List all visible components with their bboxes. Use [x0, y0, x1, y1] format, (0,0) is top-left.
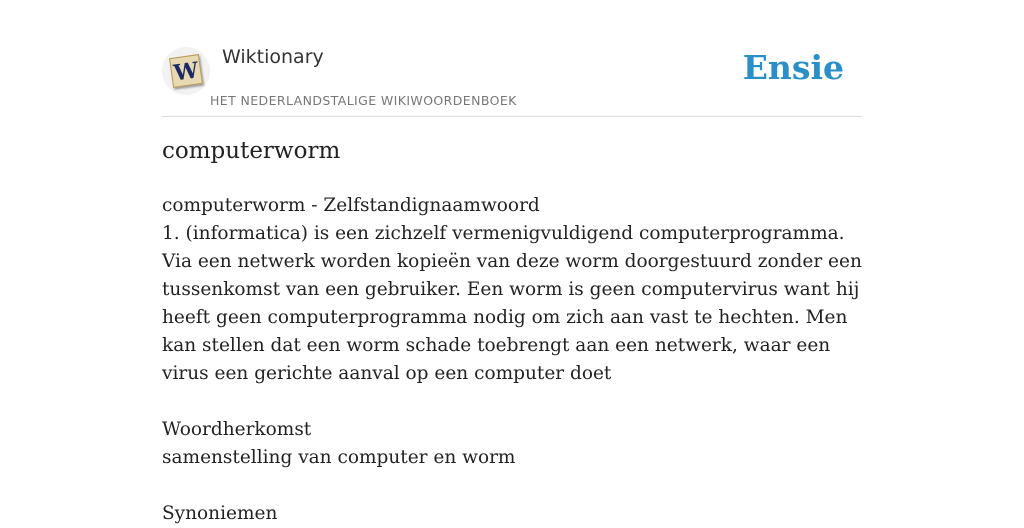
wiktionary-logo-icon[interactable] [162, 47, 210, 95]
definition-text: 1. (informatica) is een zichzelf vermenigvuldigend computerprogramma. Via een netwerk worden kopieën van deze worm doorgestuurd zonder een tussenkomst van een gebruiker. Een worm is geen computervirus want hij heeft geen computerprogramma nodig om zich aan vast te hechten. Men kan stellen dat een worm schade toebrengt aan een netwerk, waar een virus een gerichte aanval op een computer doet [162, 223, 862, 384]
site-header [162, 0, 862, 117]
site-title[interactable]: Wiktionary [222, 46, 324, 68]
entry-content [162, 192, 862, 528]
spacer [162, 472, 862, 500]
ensie-brand-logo[interactable]: Ensie [742, 48, 844, 87]
page-container [162, 0, 862, 524]
logo-tile: W [169, 54, 203, 88]
site-subtitle: HET NEDERLANDSTALIGE WIKIWOORDENBOEK [210, 93, 517, 108]
etymology-heading: Woordherkomst [162, 419, 312, 440]
spacer [162, 388, 862, 416]
etymology-text: samenstelling van computer en worm [162, 447, 516, 468]
page-title: computerworm [162, 138, 341, 164]
part-of-speech-line: computerworm - Zelfstandignaamwoord [162, 195, 540, 216]
synonyms-heading: Synoniemen [162, 503, 278, 524]
